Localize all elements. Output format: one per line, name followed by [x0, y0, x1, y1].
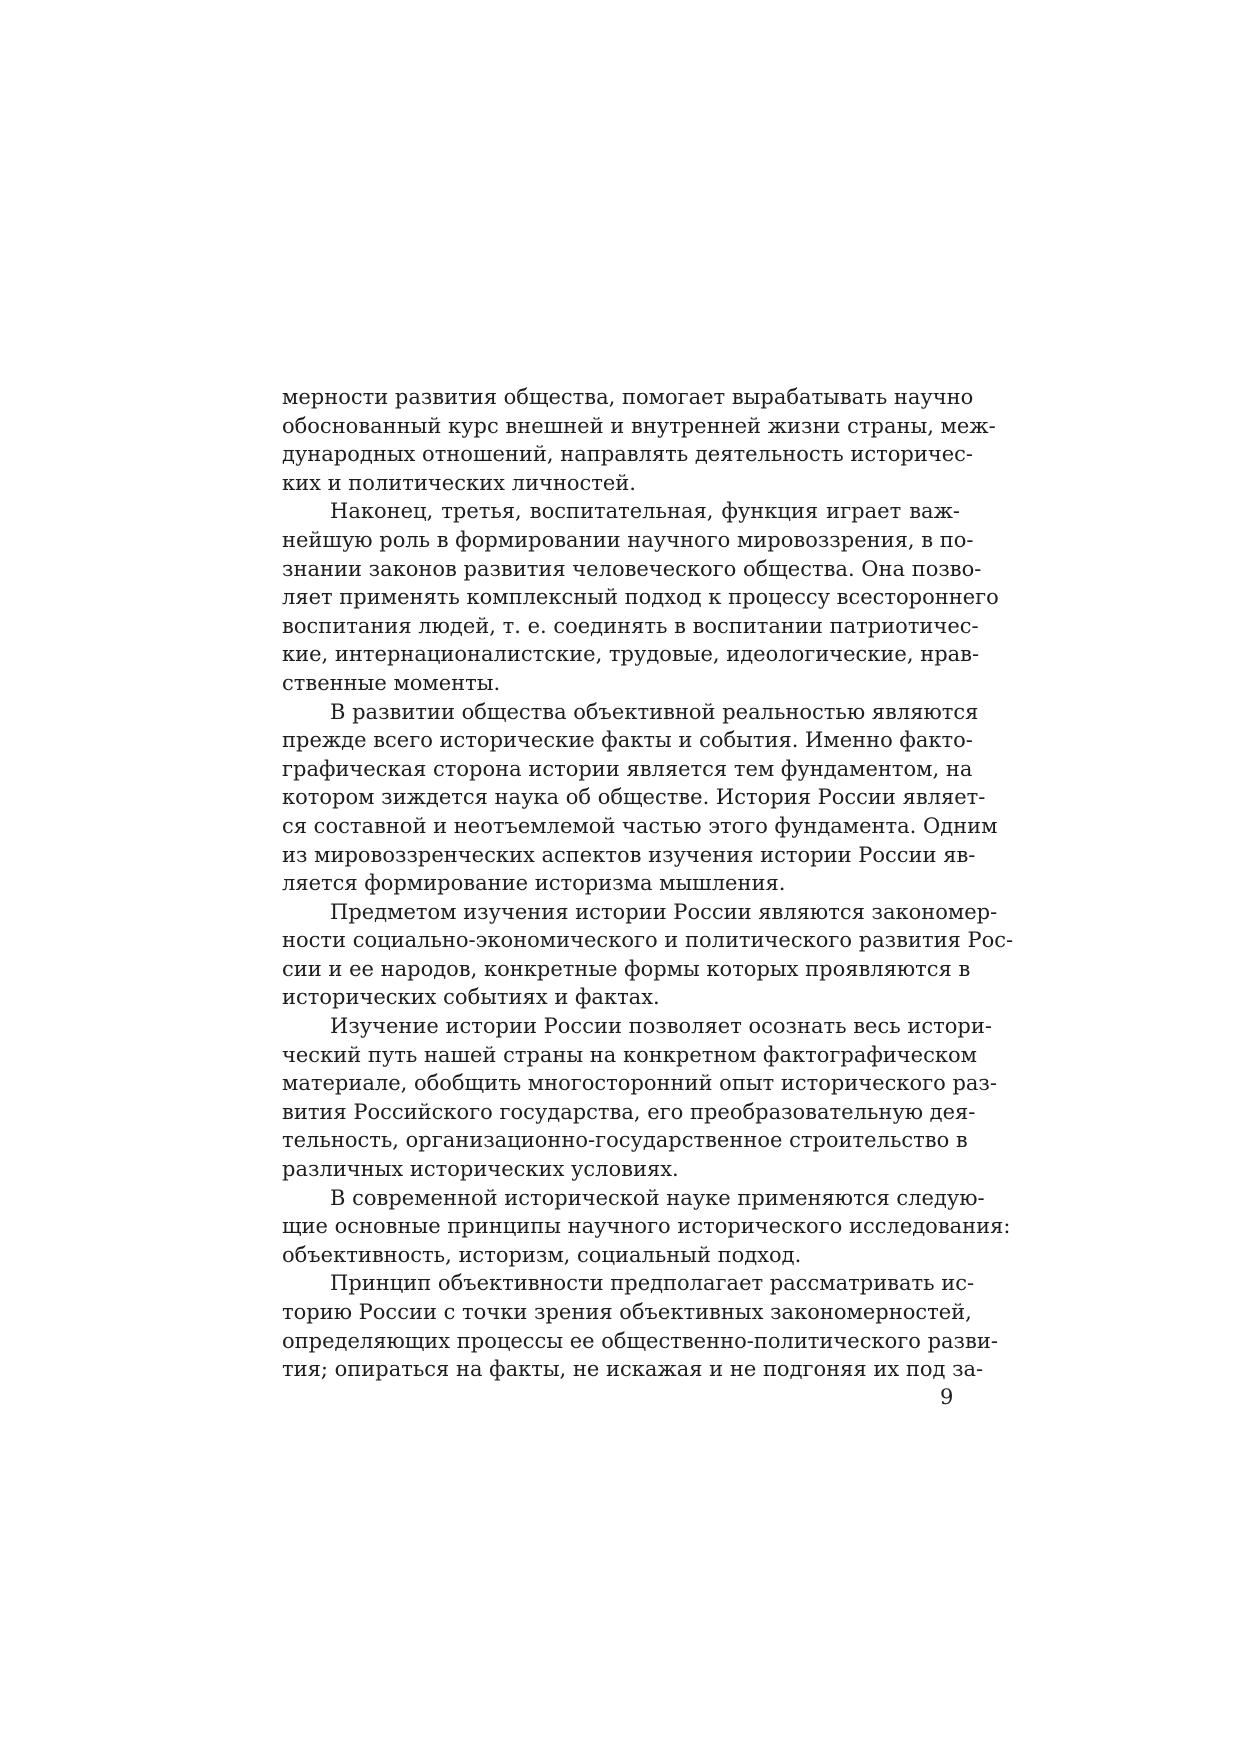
text-line: нейшую роль в формировании научного мировоззрения, в по-: [282, 527, 974, 552]
text-line: сии и ее народов, конкретные формы которых проявляются в: [282, 956, 971, 981]
text-line: Принцип объективности предполагает рассматривать ис-: [330, 1271, 975, 1296]
text-line: воспитания людей, т. е. соединять в воспитании патриотичес-: [282, 613, 979, 638]
page-number: 9: [940, 1385, 954, 1409]
text-line: ляет применять комплексный подход к процессу всестороннего: [282, 585, 999, 610]
text-line: ственные моменты.: [282, 670, 501, 695]
text-line: прежде всего исторические факты и события. Именно факто-: [282, 728, 973, 753]
text-line: различных исторических условиях.: [282, 1157, 679, 1182]
text-line: ся составной и неотъемлемой частью этого фундамента. Одним: [282, 813, 998, 838]
text-line: щие основные принципы научного исторического исследования:: [282, 1214, 1011, 1239]
text-line: объективность, историзм, социальный подход.: [282, 1242, 802, 1267]
text-line: кие, интернационалистские, трудовые, идеологические, нрав-: [282, 642, 980, 667]
text-line: ности социально-экономического и политического развития Рос-: [282, 928, 1014, 953]
text-line: ких и политических личностей.: [282, 470, 636, 495]
text-line: В развитии общества объективной реальностью являются: [330, 699, 979, 724]
text-line: вития Российского государства, его преобразовательную дея-: [282, 1099, 976, 1124]
text-line: Наконец, третья, воспитательная, функция играет важ-: [330, 499, 960, 524]
text-line: мерности развития общества, помогает вырабатывать научно: [282, 385, 974, 409]
text-line: ляется формирование историзма мышления.: [282, 871, 786, 896]
text-line: тия; опираться на факты, не искажая и не подгоняя их под за-: [282, 1357, 984, 1382]
text-line: знании законов развития человеческого общества. Она позво-: [282, 556, 982, 581]
text-line: ческий путь нашей страны на конкретном фактографическом: [282, 1042, 977, 1067]
text-line: из мировоззренческих аспектов изучения истории России яв-: [282, 842, 976, 867]
body-text: [282, 383, 1014, 1384]
text-line: графическая сторона истории является тем фундаментом, на: [282, 756, 973, 781]
text-line: В современной исторической науке применяются следую-: [330, 1185, 985, 1210]
text-line: обоснованный курс внешней и внутренней жизни страны, меж-: [282, 413, 996, 438]
text-line: материале, обобщить многосторонний опыт исторического раз-: [282, 1071, 997, 1096]
text-line: торию России с точки зрения объективных закономерностей,: [282, 1300, 972, 1324]
text-line: дународных отношений, направлять деятельность историчес-: [282, 442, 974, 467]
text-line: Изучение истории России позволяет осознать весь истори-: [330, 1014, 992, 1039]
text-line: Предметом изучения истории России являются закономер-: [330, 899, 998, 924]
text-line: котором зиждется наука об обществе. История России являет-: [282, 785, 986, 810]
text-line: исторических событиях и фактах.: [282, 985, 660, 1010]
text-line: определяющих процессы ее общественно-политического разви-: [282, 1328, 998, 1353]
text-line: тельность, организационно-государственное строительство в: [282, 1128, 968, 1153]
